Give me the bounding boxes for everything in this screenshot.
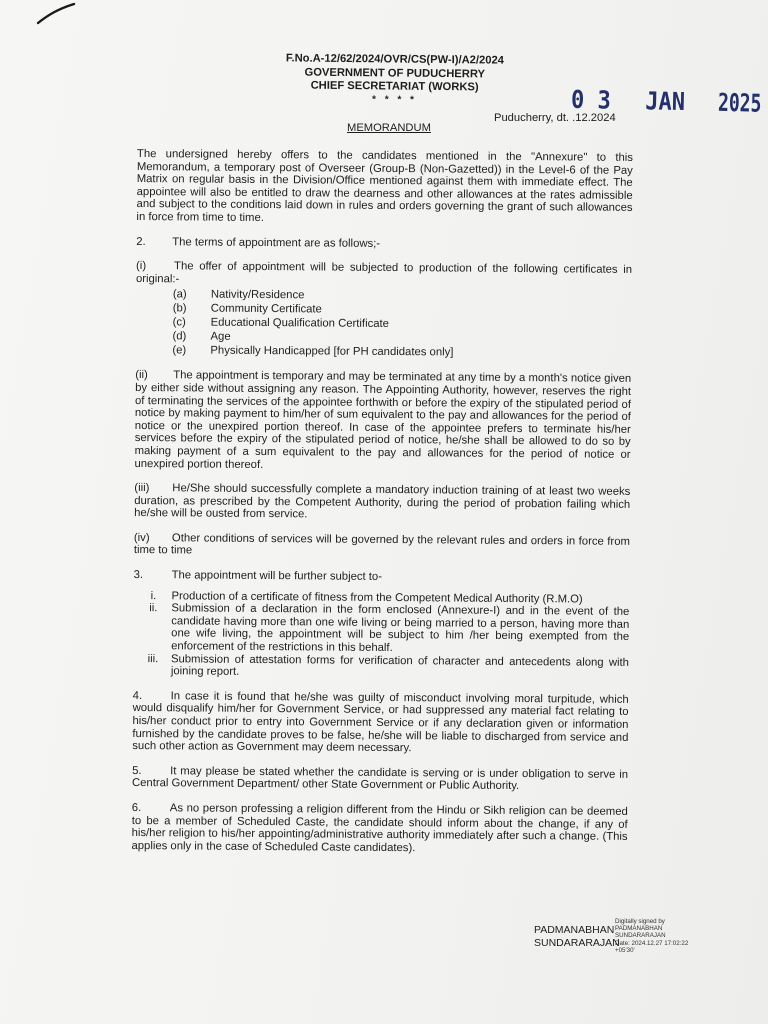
term-ii: [134, 369, 631, 474]
list-text: Age: [210, 330, 231, 344]
term-text: Other conditions of services will be governed by the relevant rules and orders in force from time to time: [133, 532, 630, 557]
signatory-name-line: PADMANABHAN: [534, 924, 615, 936]
list-text: Submission of a declaration in the form enclosed (Annexure-I) and in the event of the candidate having more than one wife living or being married to a person, having more than one wife living, the appointment will be subject to him /her being exempted from the enforcement of the restrictions in this behalf.: [171, 602, 630, 655]
term-text: He/She should successfully complete a mandatory induction training of at least two weeks duration, as prescribed by the Competent Authority, during the period of probation failing which he/she will be ousted from service.: [134, 482, 631, 521]
term-iv: [134, 532, 630, 561]
list-label: (e): [172, 344, 187, 357]
list-label: i.: [150, 589, 157, 602]
stamp-year: 2025: [717, 89, 762, 119]
paragraph-text: The terms of appointment are as follows;-: [172, 235, 381, 250]
signature-detail-line: Date: 2024.12.27 17:02:22: [615, 939, 689, 947]
list-label: (c): [172, 316, 186, 329]
list-label: (d): [172, 330, 187, 343]
paragraph-2: [136, 236, 632, 252]
paragraph-text: The appointment will be further subject to-: [171, 569, 383, 583]
pen-mark: [36, 2, 76, 26]
certificate-list: [135, 287, 632, 361]
paragraph-6: [131, 802, 627, 856]
paragraph-number: 5.: [132, 764, 142, 777]
list-text: Nativity/Residence: [210, 288, 305, 302]
signature-detail-line: PADMANABHAN: [615, 925, 663, 933]
term-text: The appointment is temporary and may be terminated at any time by a month's notice given by either side without assigning any reason. The Appointing Authority, however, reserves the right of terminating the services of the appointee forthwith or before the expiry of the stipulated period of notice by making payment to him/her of sum equivalent to the pay and allowances for the period of notice or the unexpired portion thereof. In case of the appointee prefers to terminate his/her services before the expiry of the stipulated period of notice, he/she shall be allowed to do so by making payment of a sum equivalent to the pay and allowances for the period of notice or unexpired portion thereof.: [134, 369, 632, 471]
term-number: (iii): [134, 482, 150, 495]
term-number: (ii): [135, 369, 148, 382]
signature-detail-line: +05'30': [615, 946, 635, 954]
term-iii: [134, 482, 630, 524]
subject-list: [133, 590, 630, 682]
place-date: Puducherry, dt. .12.2024: [494, 112, 616, 124]
list-text: Physically Handicapped [for PH candidates only]: [210, 344, 454, 359]
signature-detail-line: SUNDARARAJAN: [615, 932, 666, 940]
list-label: ii.: [149, 602, 158, 615]
term-number: (i): [136, 260, 147, 273]
paragraph-text: It may please be stated whether the candidate is serving or is under obligation to serve in Central Government Department/ other State Government or Public Authority.: [131, 765, 629, 793]
list-label: (b): [172, 302, 187, 315]
document-body: [131, 148, 633, 868]
header-stars: * * * *: [372, 93, 418, 106]
office-name: CHIEF SECRETARIAT (WORKS): [310, 79, 479, 94]
list-label: (a): [172, 288, 187, 301]
list-item: [133, 653, 629, 682]
paragraph-text: In case it is found that he/she was guilty of misconduct involving moral turpitude, which would disqualify him/her for Government Service, or had suppressed any material fact relating to his/her conduct prior to entry into Government Service or if any declaration given or information furnished by the candidate proves to be false, he/she will be liable to discharged from service and such other action as Government may deem necessary.: [132, 690, 629, 755]
list-item: [135, 343, 631, 361]
signature-detail-line: Digitally signed by: [615, 918, 665, 925]
signatory-name-line: SUNDARARAJAN: [534, 937, 620, 949]
paragraph-number: 3.: [133, 569, 144, 582]
paragraph-4: [132, 690, 628, 757]
term-text: The offer of appointment will be subjected to production of the following certificates in original:-: [135, 260, 633, 286]
paragraph-5: [132, 765, 628, 794]
stamp-day: 0 3: [570, 86, 612, 116]
list-label: iii.: [147, 652, 159, 665]
intro-paragraph: The undersigned hereby offers to the candidates mentioned in the "Annexure" to this Memorandum, a temporary post of Overseer (Group-B (Non-Gazetted)) in the Level-6 of the Pay Matrix on regular basis in the Division/Office mentioned against them with immediate effect. The appointee will also be entitled to draw the dearness and other allowances at the rates admissible and subject to the conditions laid down in rules and orders governing the grant of such allowances in force from time to time.: [136, 148, 633, 224]
paragraph-text: As no person professing a religion different from the Hindu or Sikh religion can be deemed to be a member of Scheduled Caste, the candidate should inform about the change, if any of his/her religion to his/her appointing/administrative authority immediately after such a change. (This applies only in the case of Scheduled Caste candidates).: [131, 802, 628, 854]
file-number: F.No.A-12/62/2024/OVR/CS(PW-I)/A2/2024: [285, 52, 504, 67]
list-text: Community Certificate: [210, 302, 322, 316]
signatory-name: [534, 924, 620, 950]
signature-details: [615, 918, 705, 954]
government-name: GOVERNMENT OF PUDUCHERRY: [304, 66, 486, 80]
memorandum-title: MEMORANDUM: [347, 122, 431, 134]
term-i: [136, 260, 632, 289]
list-item: [133, 602, 629, 656]
paragraph-3: [134, 569, 630, 585]
paragraph-number: 6.: [131, 801, 142, 815]
list-text: Educational Qualification Certificate: [210, 316, 390, 331]
term-number: (iv): [133, 531, 150, 544]
paragraph-number: 4.: [132, 689, 143, 702]
document-header: [249, 52, 540, 108]
paragraph-number: 2.: [136, 235, 146, 248]
digital-signature: [534, 918, 704, 962]
list-text: Submission of attestation forms for verification of character and antecedents along with joining report.: [170, 652, 630, 679]
list-text: Production of a certificate of fitness from the Competent Medical Authority (R.M.O): [171, 589, 583, 606]
stamp-month: JAN: [644, 87, 686, 117]
